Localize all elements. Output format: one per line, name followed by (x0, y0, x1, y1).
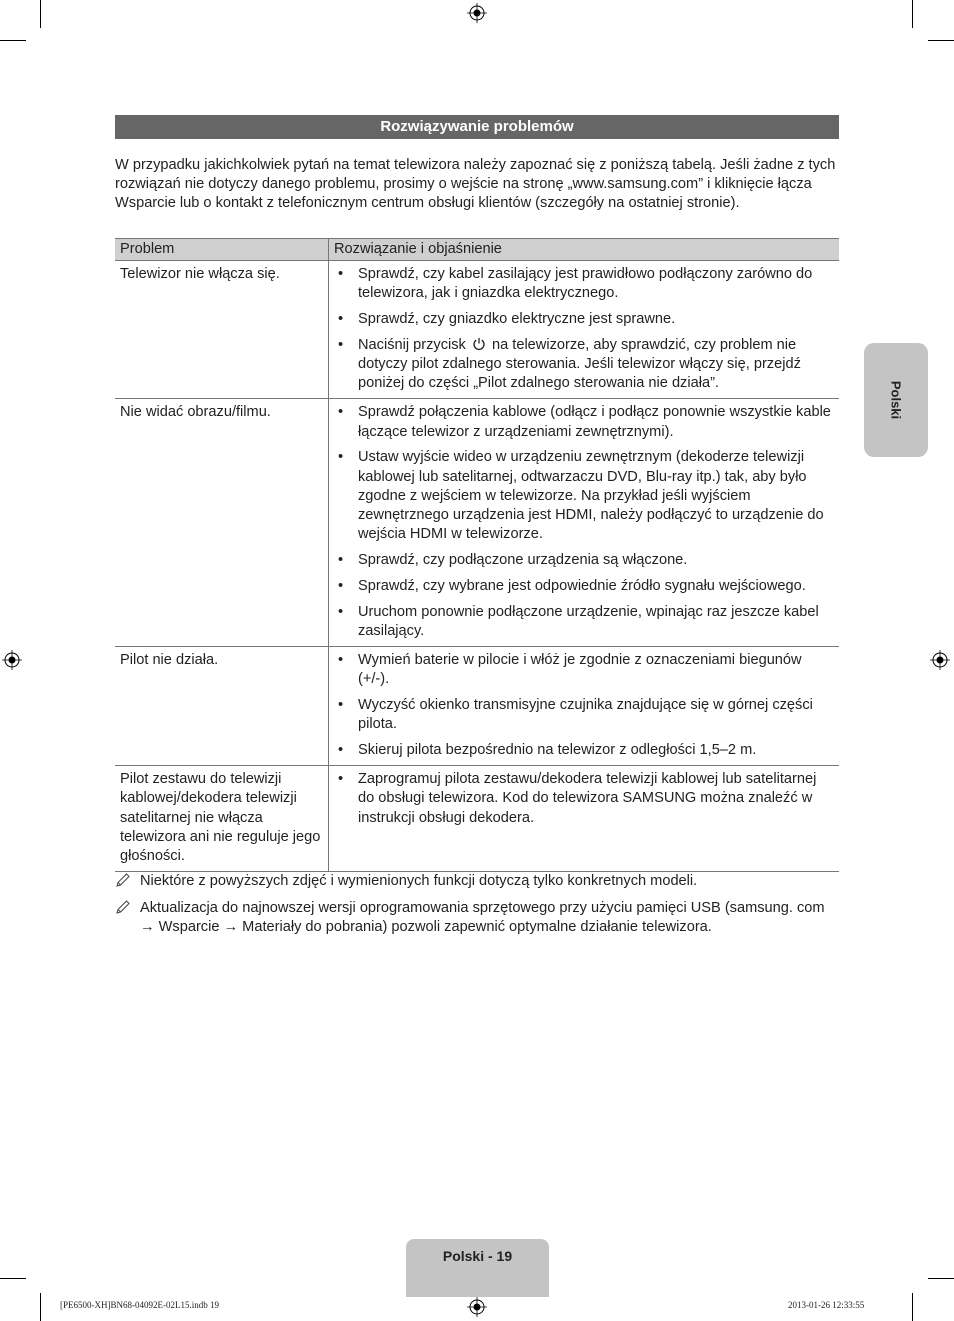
note-text: Niektóre z powyższych zdjęć i wymienionych funkcji dotyczą tylko konkretnych modeli. (140, 873, 698, 889)
registration-mark-icon (2, 650, 22, 670)
registration-mark-icon (930, 650, 950, 670)
power-icon (472, 337, 486, 351)
note-pencil-icon (115, 872, 131, 888)
crop-mark (40, 1293, 41, 1321)
page-number-tab (406, 1239, 549, 1297)
problem-cell: Pilot nie działa. (115, 647, 329, 766)
print-file-info: [PE6500-XH]BN68-04092E-02L15.indb 19 (60, 1300, 219, 1310)
table-row (115, 647, 839, 766)
crop-mark (928, 1278, 954, 1279)
solution-cell (329, 261, 840, 399)
solution-item: • Wymień baterie w pilocie i włóż je zgodnie z oznaczeniami biegunów (+/-). (334, 651, 835, 689)
solution-item: • Sprawdź, czy wybrane jest odpowiednie źródło sygnału wejściowego. (334, 577, 835, 596)
print-timestamp: 2013-01-26 12:33:55 (788, 1300, 865, 1310)
solution-text: na telewizorze, aby sprawdzić, czy problem nie dotyczy pilot zdalnego sterowania. Jeśli telewizor włączy się, przejdź poniżej do części „Pilot zdalnego sterowania nie działa”. (358, 336, 801, 392)
solution-item (334, 336, 835, 394)
registration-mark-icon (467, 3, 487, 23)
column-header-problem: Problem (115, 239, 329, 261)
table-header-row (115, 239, 839, 261)
crop-mark (0, 1278, 26, 1279)
solution-cell (329, 766, 840, 872)
registration-mark-icon (467, 1297, 487, 1317)
crop-mark (0, 40, 26, 41)
solution-item: • Sprawdź, czy kabel zasilający jest prawidłowo podłączony zarówno do telewizora, jak i gniazdka elektrycznego. (334, 265, 835, 303)
table-row (115, 399, 839, 647)
column-header-solution: Rozwiązanie i objaśnienie (329, 239, 840, 261)
crop-mark (912, 0, 913, 28)
note-pencil-icon (115, 899, 131, 915)
table-row (115, 261, 839, 399)
solution-item: • Sprawdź, czy gniazdko elektryczne jest sprawne. (334, 310, 835, 329)
language-side-tab (864, 343, 928, 457)
page-number-label: Polski - 19 (442, 1248, 513, 1264)
solution-item: • Sprawdź, czy podłączone urządzenia są włączone. (334, 551, 835, 570)
language-side-tab-label: Polski (888, 380, 904, 420)
problem-cell: Pilot zestawu do telewizji kablowej/dekodera telewizji satelitarnej nie włącza telewizora ani nie reguluje jego głośności. (115, 766, 329, 872)
solution-text: Naciśnij przycisk (358, 336, 466, 353)
note-text: Aktualizacja do najnowszej wersji oprogramowania sprzętowego przy użyciu pamięci USB (samsung. com → Wsparcie → Materiały do pobrania) pozwoli zapewnić optymalne działanie telewizora. (140, 900, 825, 935)
troubleshooting-table (115, 238, 839, 872)
section-title: Rozwiązywanie problemów (115, 115, 839, 139)
solution-cell (329, 647, 840, 766)
solution-item: • Zaprogramuj pilota zestawu/dekodera telewizji kablowej lub satelitarnej do obsługi telewizora. Kod do telewizora SAMSUNG można znaleźć w instrukcji obsługi dekodera. (334, 770, 835, 828)
table-row (115, 766, 839, 872)
crop-mark (928, 40, 954, 41)
solution-item: • Uruchom ponownie podłączone urządzenie, wpinając raz jeszcze kabel zasilający. (334, 603, 835, 641)
crop-mark (40, 0, 41, 28)
intro-paragraph: W przypadku jakichkolwiek pytań na temat telewizora należy zapoznać się z poniższą tabelą. Jeśli żadne z tych rozwiązań nie dotyczy danego problemu, prosimy o wejście na stronę „www.samsung.com” i kliknięcie łącza Wsparcie lub o kontakt z telefonicznym centrum obsługi klientów (szczegóły na ostatniej stronie). (115, 157, 836, 212)
solution-item: • Skieruj pilota bezpośrednio na telewizor z odległości 1,5–2 m. (334, 741, 835, 760)
solution-item: • Ustaw wyjście wideo w urządzeniu zewnętrznym (dekoderze telewizji kablowej lub satelitarnej, odtwarzaczu DVD, Blu-ray itp.) tak, aby było zgodne z wejściem w telewizorze. Na przykład jeśli wyjściem zewnętrznego urządzenia jest HDMI, należy podłączyć to urządzenie do wejścia HDMI w telewizorze. (334, 448, 835, 544)
solution-item: • Sprawdź połączenia kablowe (odłącz i podłącz ponownie wszystkie kable łączące telewizor z urządzeniami zewnętrznymi). (334, 403, 835, 441)
note-item (115, 872, 839, 891)
crop-mark (912, 1293, 913, 1321)
problem-cell: Nie widać obrazu/filmu. (115, 399, 329, 647)
notes (115, 872, 839, 945)
note-item (115, 899, 839, 937)
problem-cell: Telewizor nie włącza się. (115, 261, 329, 399)
solution-cell (329, 399, 840, 647)
solution-item: • Wyczyść okienko transmisyjne czujnika znajdujące się w górnej części pilota. (334, 696, 835, 734)
